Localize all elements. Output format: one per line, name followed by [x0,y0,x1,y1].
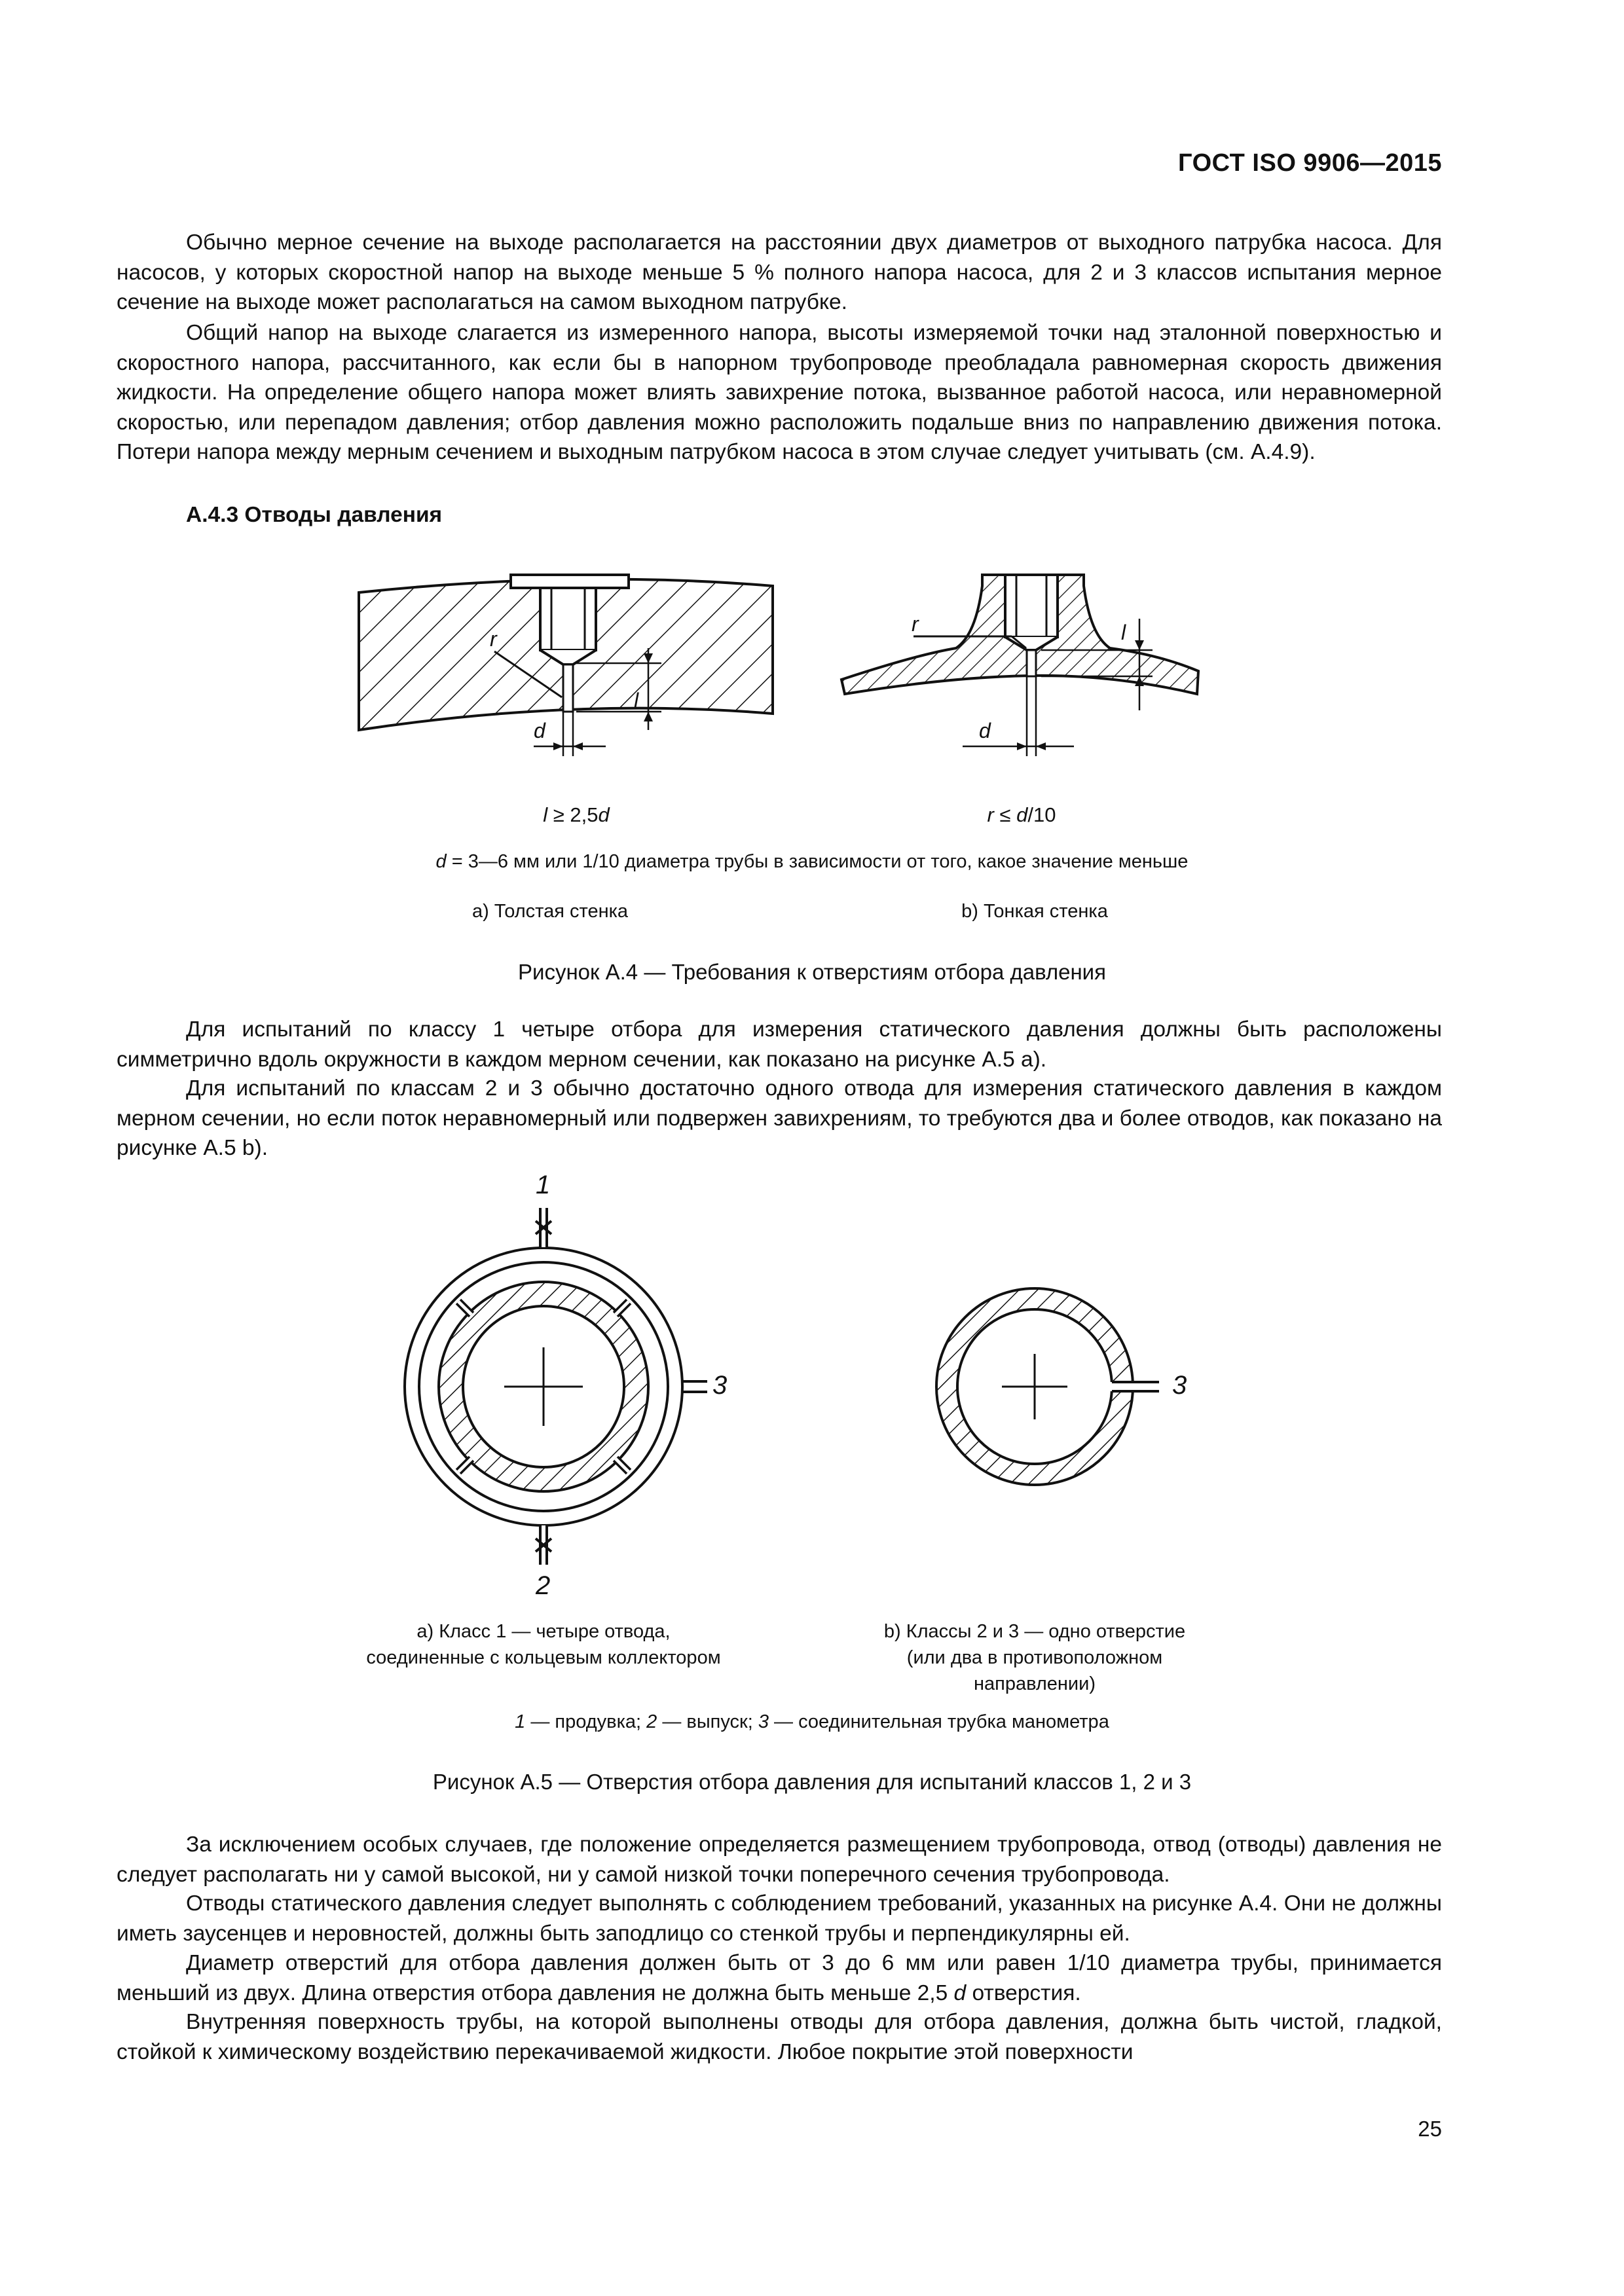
paragraph-6: Отводы статического давления следует выполнять с соблюдением требований, указанных на рисунке А.4. Они не должны иметь заусенцев и неровностей, должны быть заподлицо со стенкой трубы и перпендикулярны ей. [117,1891,1442,1946]
paragraph-2: Общий напор на выходе слагается из измеренного напора, высоты измеряемой точки над эталонной поверхностью и скоростного напора, рассчитанного, как если бы в напорном трубопроводе преобладала равномерная скорость движения жидкости. На определение общего напора может влиять завихрение потока, вызванное работой насоса, или неравномерной скоростью, или перепадом давления; отбор давления можно расположить подальше вниз по направлению движения потока. Потери напора между мерным сечением и выходным патрубком насоса в этом случае следует учитывать (см. А.4.9). [117,321,1442,464]
formula-right: r ≤ d/10 [987,803,1056,826]
subcaption-class23: b) Классы 2 и 3 — одно отверстие (или два в противоположном направлении) [883,1621,1186,1694]
paragraph-8: Внутренняя поверхность трубы, на которой выполнены отводы для отбора давления, должна быть чистой, гладкой, стойкой к химическому воздействию перекачиваемой жидкости. Любое покрытие этой поверхности [117,2010,1442,2064]
subheading-a43: А.4.3 Отводы давления [186,503,443,527]
document-id: ГОСТ ISO 9906—2015 [1178,149,1442,177]
subcaption-thin-wall: b) Тонкая стенка [961,901,1108,922]
figure-a4-caption: Рисунок А.4 — Требования к отверстиям отбора давления [518,960,1106,984]
class23-pipe-drawing [936,1288,1159,1485]
page-number: 25 [1418,2117,1442,2141]
paragraph-5: За исключением особых случаев, где положение определяется размещением трубопровода, отвод (отводы) давления не следует располагать ни у самой высокой, ни у самой низкой точки поперечного сечения трубопровода. [117,1832,1442,1887]
subcaption-class1: а) Класс 1 — четыре отвода, соединенные с кольцевым коллектором [366,1621,721,1668]
thin-wall-drawing [841,575,1198,756]
figure-a5-drawing [0,1178,1624,1604]
figure-a5-legend: 1 — продувка; 2 — выпуск; 3 — соединительная трубка манометра [515,1711,1109,1732]
subcaption-thick-wall: а) Толстая стенка [471,901,629,922]
label-r-thin: r [912,612,919,636]
paragraph-4: Для испытаний по классам 2 и 3 обычно достаточно одного отвода для измерения статического давления в каждом мерном сечении, но если поток неравномерный или подвержен завихрениям, то требуются два и более отводов, как показано на рисунке А.5 b). [117,1076,1442,1160]
class1-ring-drawing [405,1208,707,1565]
label-1-blowdown: 1 [536,1171,551,1199]
label-3-class23: 3 [1172,1371,1187,1400]
figure-a4-note: d = 3—6 мм или 1/10 диаметра трубы в зависимости от того, какое значение меньше [435,851,1189,872]
label-r-thick: r [490,627,497,651]
figure-a4-drawing [0,556,1624,897]
label-d-thick: d [534,719,545,742]
figure-a5-caption: Рисунок А.5 — Отверстия отбора давления для испытаний классов 1, 2 и 3 [432,1770,1192,1794]
label-3-class1: 3 [712,1371,728,1400]
paragraph-1: Обычно мерное сечение на выходе располагается на расстоянии двух диаметров от выходного патрубка насоса. Для насосов, у которых скоростной напор на выходе меньше 5 % полного напора насоса, для 2 и 3 классов испытания мерное сечение на выходе может располагаться на самом выходном патрубке. [117,230,1442,314]
paragraph-3: Для испытаний по классу 1 четыре отбора для измерения статического давления должны быть расположены симметрично вдоль окружности в каждом мерном сечении, как показано на рисунке А.5 а). [117,1017,1442,1072]
label-2-drain: 2 [536,1571,551,1600]
label-l-thick: l [634,689,639,712]
label-l-thin: l [1121,621,1126,644]
label-d-thin: d [979,719,991,742]
thick-wall-drawing [359,575,773,756]
paragraph-7: Диаметр отверстий для отбора давления должен быть от 3 до 6 мм или равен 1/10 диаметра трубы, принимается меньший из двух. Длина отверстия отбора давления не должна быть меньше 2,5 d отверстия. [117,1951,1442,2005]
formula-left: l ≥ 2,5d [543,803,610,826]
